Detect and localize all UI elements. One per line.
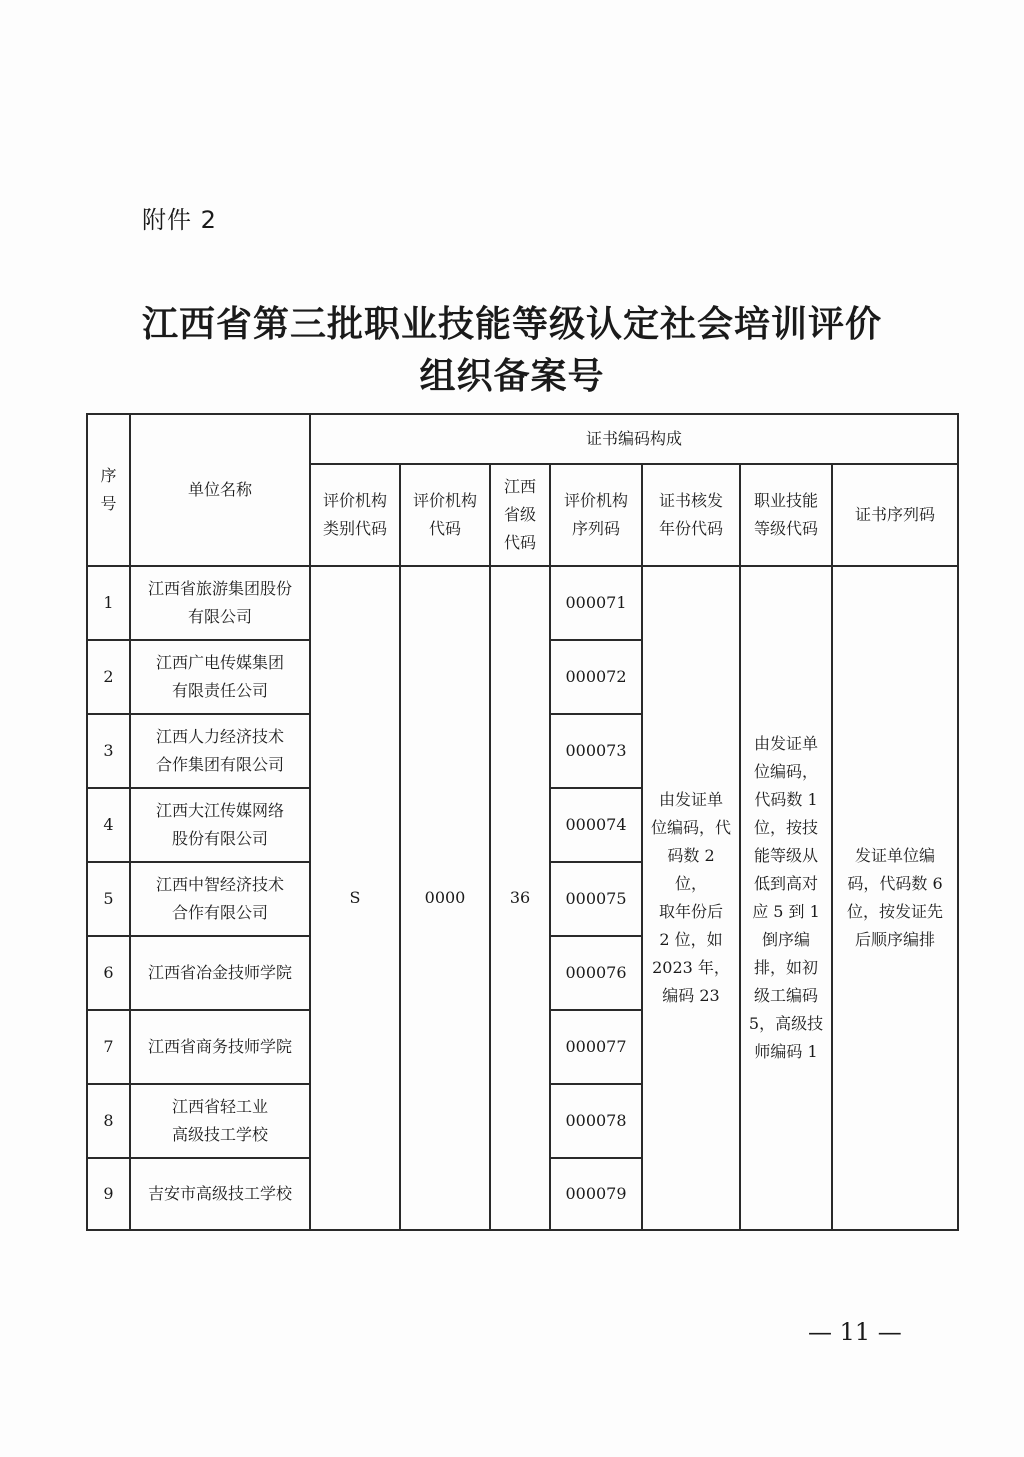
header-seq: 序 号 <box>87 414 130 566</box>
org-seq-code: 000072 <box>550 640 642 714</box>
unit-name: 江西人力经济技术 合作集团有限公司 <box>130 714 310 788</box>
unit-name: 吉安市高级技工学校 <box>130 1158 310 1230</box>
unit-name: 江西省轻工业 高级技工学校 <box>130 1084 310 1158</box>
serial-code-note: 发证单位编 码，代码数 6 位，按发证先 后顺序编排 <box>832 566 958 1230</box>
unit-name: 江西广电传媒集团 有限责任公司 <box>130 640 310 714</box>
row-number: 2 <box>87 640 130 714</box>
row-number: 4 <box>87 788 130 862</box>
header-category-code: 评价机构 类别代码 <box>310 464 400 566</box>
page-number: — 11 — <box>808 1318 902 1346</box>
row-number: 5 <box>87 862 130 936</box>
header-org-code: 评价机构 代码 <box>400 464 490 566</box>
row-number: 7 <box>87 1010 130 1084</box>
header-year-code: 证书核发 年份代码 <box>642 464 740 566</box>
org-seq-code: 000071 <box>550 566 642 640</box>
org-seq-code: 000074 <box>550 788 642 862</box>
registration-table <box>86 413 959 1231</box>
unit-name: 江西省旅游集团股份 有限公司 <box>130 566 310 640</box>
attachment-label: 附件 2 <box>142 206 217 234</box>
header-row-1 <box>87 414 958 464</box>
unit-name: 江西中智经济技术 合作有限公司 <box>130 862 310 936</box>
header-level-code: 职业技能 等级代码 <box>740 464 832 566</box>
unit-name: 江西省冶金技师学院 <box>130 936 310 1010</box>
header-unit-name: 单位名称 <box>130 414 310 566</box>
row-number: 3 <box>87 714 130 788</box>
header-code-composition: 证书编码构成 <box>310 414 958 464</box>
row-number: 9 <box>87 1158 130 1230</box>
table-row <box>87 566 958 640</box>
level-code-note: 由发证单 位编码， 代码数 1 位，按技 能等级从 低到高对 应 5 到 1 倒序编 排，如初 级工编码 5，高级技 师编码 1 <box>740 566 832 1230</box>
org-seq-code: 000075 <box>550 862 642 936</box>
category-code-cell: S <box>310 566 400 1230</box>
org-seq-code: 000073 <box>550 714 642 788</box>
org-code-cell: 0000 <box>400 566 490 1230</box>
org-seq-code: 000078 <box>550 1084 642 1158</box>
header-org-seq-code: 评价机构 序列码 <box>550 464 642 566</box>
header-province-code: 江西 省级 代码 <box>490 464 550 566</box>
row-number: 8 <box>87 1084 130 1158</box>
row-number: 1 <box>87 566 130 640</box>
province-code-cell: 36 <box>490 566 550 1230</box>
org-seq-code: 000079 <box>550 1158 642 1230</box>
year-code-note: 由发证单 位编码，代 码数 2 位， 取年份后 2 位，如 2023 年， 编码 23 <box>642 566 740 1230</box>
org-seq-code: 000076 <box>550 936 642 1010</box>
unit-name: 江西大江传媒网络 股份有限公司 <box>130 788 310 862</box>
unit-name: 江西省商务技师学院 <box>130 1010 310 1084</box>
document-title-line-1: 江西省第三批职业技能等级认定社会培训评价 <box>141 304 882 345</box>
document-title-line-2: 组织备案号 <box>419 356 605 397</box>
header-serial-code: 证书序列码 <box>832 464 958 566</box>
org-seq-code: 000077 <box>550 1010 642 1084</box>
row-number: 6 <box>87 936 130 1010</box>
